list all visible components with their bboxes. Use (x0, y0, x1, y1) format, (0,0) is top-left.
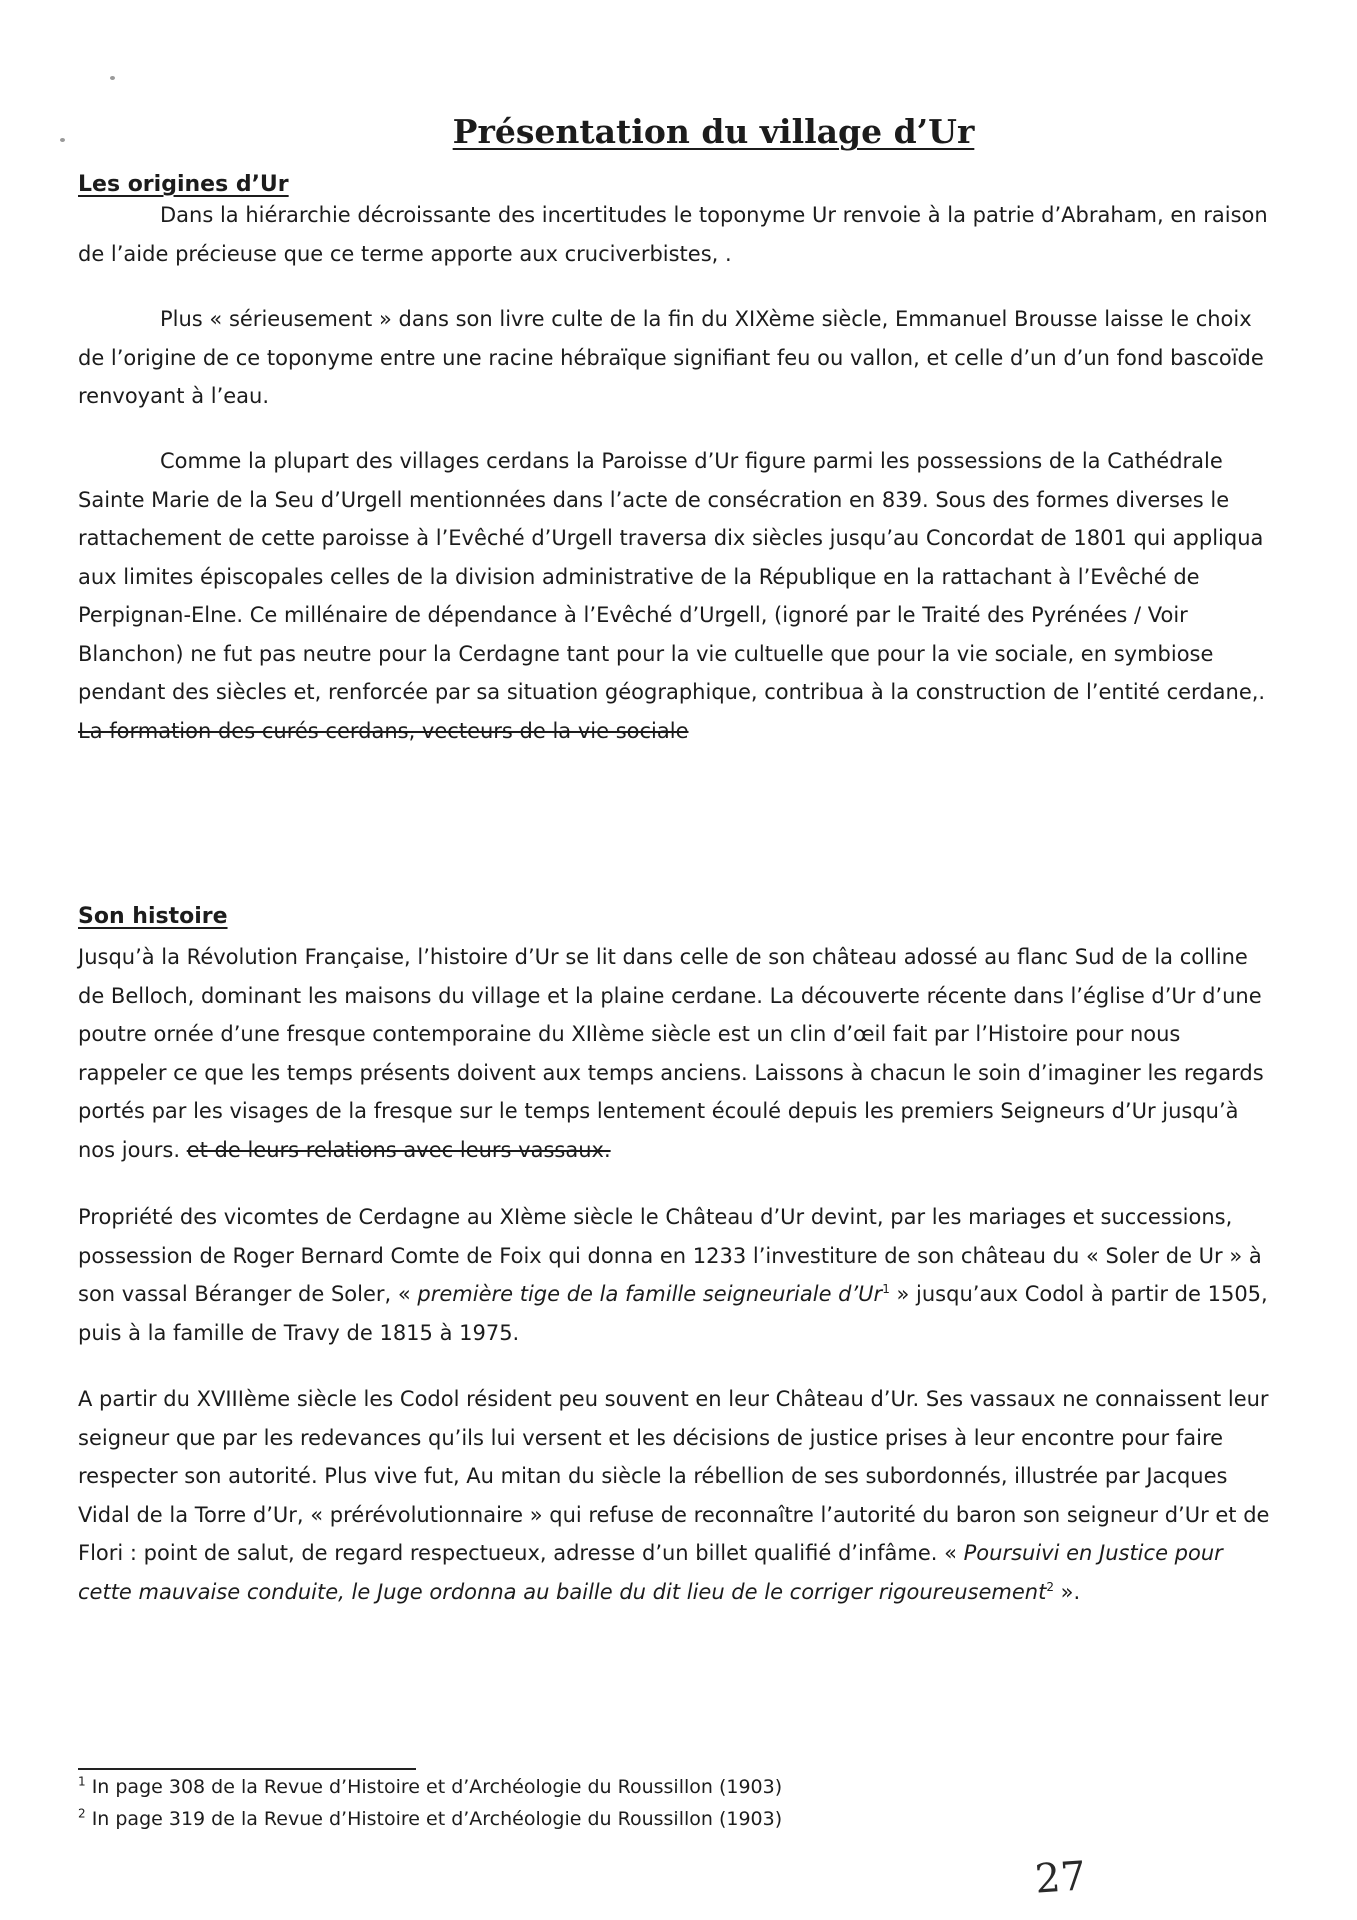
section-heading-history: Son histoire (78, 904, 228, 929)
paragraph-history-3 (78, 1380, 1273, 1611)
struck-text-origins: La formation des curés cerdans, vecteurs de la vie sociale (78, 718, 689, 743)
paragraph-history-1 (78, 938, 1273, 1169)
handwritten-page-number: 27 (1033, 1853, 1088, 1903)
paragraph-origins-3 (78, 442, 1273, 750)
italic-quote-2: Poursuivi en Justice pour cette mauvaise conduite, le Juge ordonna au baille du dit lieu de le corriger rigoureusement (78, 1541, 1223, 1604)
footnote-number: 1 (78, 1774, 86, 1789)
paragraph-origins-1: Dans la hiérarchie décroissante des incertitudes le toponyme Ur renvoie à la patrie d’Abraham, en raison de l’aide précieuse que ce terme apporte aux cruciverbistes, . (78, 203, 1268, 266)
paragraph-origins-2: Plus « sérieusement » dans son livre culte de la fin du XIXème siècle, Emmanuel Brousse laisse le choix de l’origine de ce toponyme entre une racine hébraïque signifiant feu ou vallon, et celle d’un d’un fond bascoïde renvoyant à l’eau. (78, 307, 1264, 408)
struck-text-history: et de leurs relations avec leurs vassaux. (186, 1137, 611, 1162)
section-heading-origins: Les origines d’Ur (78, 172, 289, 197)
footnote-ref-2: 2 (1046, 1579, 1054, 1594)
footnote-text: In page 308 de la Revue d’Histoire et d’Archéologie du Roussillon (1903) (91, 1776, 783, 1798)
footnote-number: 2 (78, 1806, 86, 1821)
paragraph-history-3-text-b: ». (1060, 1579, 1081, 1604)
paragraph-history-3-text-a: A partir du XVIIIème siècle les Codol résident peu souvent en leur Château d’Ur. Ses vassaux ne connaissent leur seigneur que par les redevances qu’ils lui versent et les décisions de justice prises à leur encontre pour faire respecter son autorité. Plus vive fut, Au mitan du siècle la rébellion de ses subordonnés, illustrée par Jacques Vidal de la Torre d’Ur, « prérévolutionnaire » qui refuse de reconnaître l’autorité du baron son seigneur d’Ur et de Flori : point de salut, de regard respectueux, adresse d’un billet qualifié d’infâme. « (78, 1387, 1270, 1565)
paragraph-history-2-text-b: » jusqu’aux Codol à partir de 1505, puis à la famille de Travy de 1815 à 1975. (78, 1282, 1268, 1345)
footnote-2 (78, 1808, 782, 1830)
footnote-ref-1: 1 (882, 1282, 890, 1296)
paragraph-history-2-text-a: Propriété des vicomtes de Cerdagne au XIème siècle le Château d’Ur devint, par les mariages et successions, possession de Roger Bernard Comte de Foix qui donna en 1233 l’investiture de son château du « Soler de Ur » à son vassal Béranger de Soler, « (78, 1205, 1262, 1306)
footnote-text: In page 319 de la Revue d’Histoire et d’Archéologie du Roussillon (1903) (91, 1808, 783, 1830)
italic-quote-1: première tige de la famille seigneuriale d’Ur (417, 1282, 883, 1306)
paragraph-origins-3-text: Comme la plupart des villages cerdans la Paroisse d’Ur figure parmi les possessions de la Cathédrale Sainte Marie de la Seu d’Urgell mentionnées dans l’acte de consécration en 839. Sous des formes diverses le rattachement de cette paroisse à l’Evêché d’Urgell traversa dix siècles jusqu’au Concordat de 1801 qui appliqua aux limites épiscopales celles de la division administrative de la République en la rattachant à l’Evêché de Perpignan-Elne. Ce millénaire de dépendance à l’Evêché d’Urgell, (ignoré par le Traité des Pyrénées / Voir Blanchon) ne fut pas neutre pour la Cerdagne tant pour la vie cultuelle que pour la vie sociale, en symbiose pendant des siècles et, renforcée par sa situation géographique, contribua à la construction de l’entité cerdane,. (78, 449, 1266, 704)
footnote-1 (78, 1776, 782, 1798)
paragraph-history-2 (78, 1198, 1273, 1352)
paragraph-history-1-text: Jusqu’à la Révolution Française, l’histoire d’Ur se lit dans celle de son château adossé au flanc Sud de la colline de Belloch, dominant les maisons du village et la plaine cerdane. La découverte récente dans l’église d’Ur d’une poutre ornée d’une fresque contemporaine du XIIème siècle est un clin d’œil fait par l’Histoire pour nous rappeler ce que les temps présents doivent aux temps anciens. Laissons à chacun le soin d’imaginer les regards portés par les visages de la fresque sur le temps lentement écoulé depuis les premiers Seigneurs d’Ur jusqu’à nos jours. (78, 945, 1264, 1162)
scan-speck (110, 76, 115, 80)
page-title: Présentation du village d’Ur (452, 112, 975, 151)
footnote-divider (78, 1768, 416, 1770)
